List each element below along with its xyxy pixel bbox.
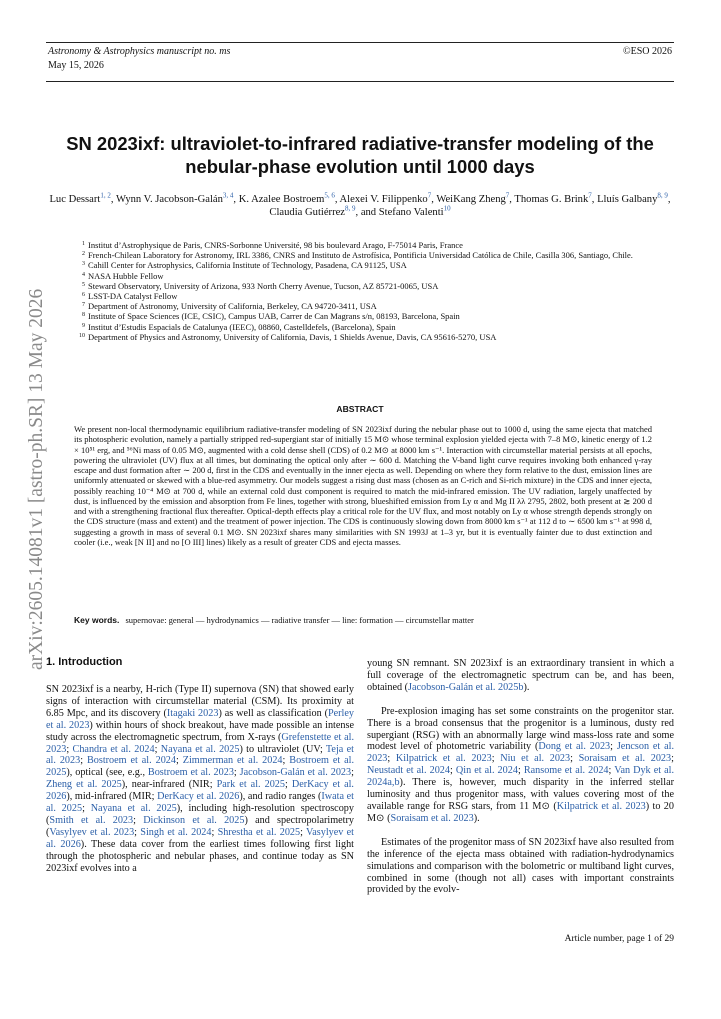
keywords-label: Key words. (74, 615, 120, 625)
author-name: Lluís Galbany (597, 194, 658, 205)
author-affiliation-ref[interactable]: 3, 4 (222, 191, 234, 200)
intro-paragraph-1-continued (367, 658, 674, 694)
body-text: ; (133, 814, 144, 826)
page-footer: Article number, page 1 of 29 (564, 934, 674, 944)
body-text: ; (282, 755, 290, 767)
author-affiliation-ref[interactable]: 7 (505, 191, 510, 200)
body-text: ), optical (see, e.g., (66, 767, 148, 779)
affiliation-text: NASA Hubble Fellow (88, 270, 164, 281)
body-text: SN 2023ixf is a nearby, H-rich (Type II) supernova (SN) that showed early signs of interaction with circumstellar material (CSM). Its proximity at 6.85 Mpc, and its discovery ( (46, 684, 354, 719)
body-text: ; (608, 765, 615, 777)
body-text: ; (175, 755, 183, 767)
body-text: ; (387, 753, 396, 765)
body-text: ). These data cover from the earliest times following first light through the photospheric and nebular phases, and continue today as SN 2023ixf evolves into a (46, 838, 355, 874)
citation-link[interactable]: Grefenstette et al. 2023 (46, 731, 355, 755)
affiliation (76, 281, 666, 291)
citation-link[interactable]: Bostroem et al. 2025 (46, 755, 354, 779)
author-affiliation-ref[interactable]: 8, 9 (657, 191, 668, 200)
body-text: ; (80, 755, 87, 767)
body-column-right (367, 658, 674, 896)
arxiv-stamp (6, 260, 58, 680)
citation-link[interactable]: Neustadt et al. 2024 (367, 765, 450, 777)
citation-link[interactable]: Bostroem et al. 2024 (86, 755, 176, 767)
body-text: ), and radio ranges ( (239, 791, 322, 803)
citation-link[interactable]: Vasylyev et al. 2026 (46, 826, 354, 850)
author-name: Alexei V. Filippenko (339, 194, 428, 205)
affiliation (76, 332, 666, 342)
citation-link[interactable]: Nayana et al. 2025 (90, 803, 177, 815)
affiliation (76, 301, 666, 311)
body-text: ; (570, 753, 579, 765)
citation-link[interactable]: Iwata et al. 2025 (46, 791, 354, 815)
affiliation-text: Cahill Center for Astrophysics, California Institute of Technology, Pasadena, CA 91125, USA (88, 260, 407, 271)
affiliation-text: Department of Physics and Astronomy, University of California, Davis, 1 Shields Avenue, Davis, CA 95616-5270, USA (88, 331, 497, 342)
body-text: ; (671, 753, 674, 765)
author-name: Wynn V. Jacobson-Galán (115, 194, 223, 205)
affiliation (76, 311, 666, 321)
citation-link[interactable]: Soraisam et al. 2023 (578, 753, 672, 765)
affiliation-list (76, 240, 666, 342)
body-text: ; (154, 743, 161, 755)
citation-link[interactable]: Park et al. 2025 (216, 779, 285, 791)
affiliation-text: LSST-DA Catalyst Fellow (88, 291, 178, 302)
citation-link[interactable]: Zimmerman et al. 2024 (182, 755, 283, 767)
citation-link[interactable]: Niu et al. 2023 (500, 753, 571, 765)
affiliation-text: Department of Astronomy, University of California, Berkeley, CA 94720-3411, USA (88, 301, 377, 312)
affiliation-number: 10 (79, 332, 85, 339)
body-text: ), near-infrared (NIR; (121, 779, 217, 791)
body-text: ; (351, 767, 354, 779)
citation-link[interactable]: Dong et al. 2023 (538, 741, 611, 753)
affiliation-number: 6 (82, 292, 85, 299)
intro-paragraph-3 (367, 837, 674, 897)
citation-link[interactable]: Shrestha et al. 2025 (217, 826, 301, 838)
running-header (46, 42, 674, 82)
citation-link[interactable]: Singh et al. 2024 (140, 826, 212, 838)
citation-link[interactable]: Chandra et al. 2024 (72, 743, 155, 755)
body-text: ; (66, 743, 73, 755)
affiliation-text: Institute of Space Sciences (ICE, CSIC), Campus UAB, Carrer de Can Magrans s/n, 08193, Barcelona, Spain (88, 311, 460, 322)
citation-link[interactable]: Van Dyk et al. 2024a,b (367, 765, 674, 789)
author-name: Luc Dessart (49, 194, 101, 205)
section-title: Introduction (58, 656, 123, 668)
affiliation-number: 2 (82, 251, 85, 258)
body-text: ), including high-resolution spectroscopy ( (46, 803, 354, 826)
author-affiliation-ref[interactable]: 5, 6 (324, 191, 335, 200)
author-name: Thomas G. Brink (514, 194, 589, 205)
author-name: Claudia Gutiérrez (269, 207, 346, 218)
affiliation-number: 7 (82, 302, 85, 309)
affiliation-text: French-Chilean Laboratory for Astronomy, IRL 3386, CNRS and Instituto de Astrofísica, Pontificia Universidad Católica de Chile, Casilla 306, Santiago, Chile. (88, 250, 633, 261)
citation-link[interactable]: Bostroem et al. 2023 (147, 767, 234, 779)
title-line-2: nebular-phase evolution until 1000 days (185, 156, 535, 177)
keywords (74, 615, 652, 625)
author-affiliation-ref[interactable]: 8, 9 (345, 204, 356, 213)
body-column-left (46, 684, 354, 875)
copyright: ©ESO 2026 (623, 46, 672, 57)
citation-link[interactable]: Zheng et al. 2025 (46, 779, 122, 791)
abstract (74, 424, 652, 547)
citation-link[interactable]: Kilpatrick et al. 2023 (556, 800, 646, 812)
intro-paragraph-1 (46, 684, 354, 875)
affiliation-number: 9 (82, 322, 85, 329)
body-text: ; (300, 826, 307, 838)
author-affiliation-ref[interactable]: 7 (588, 191, 592, 200)
citation-link[interactable]: Qin et al. 2024 (455, 765, 518, 777)
body-text: ) to 20 M⊙ ( (367, 800, 674, 824)
affiliation (76, 291, 666, 301)
body-text: ). There is, however, much disparity in the inferred stellar luminosity and thus progenitor mass, with values covering most of the available range for RSG stars, from 11 M⊙ ( (367, 777, 674, 812)
citation-link[interactable]: Ransome et al. 2024 (523, 765, 609, 777)
citation-link[interactable]: Vasylyev et al. 2023 (49, 826, 135, 838)
citation-link[interactable]: Itagaki 2023 (166, 707, 219, 719)
body-text: ; (134, 826, 141, 838)
citation-link[interactable]: Jencson et al. 2023 (367, 741, 675, 765)
body-text: young SN remnant. SN 2023ixf is an extraordinary transient in which a full coverage of the electromagnetic spectrum can be, and has been, obtained ( (367, 658, 674, 693)
body-text: Estimates of the progenitor mass of SN 2023ixf have also resulted from the inference of the ejecta mass obtained with radiation-hydrodynamics simulations and comparison with the bolometric or multiband light curves, combined in some (though not all) cases with important constraints provided by the evolv- (367, 836, 674, 896)
affiliation-text: Steward Observatory, University of Arizona, 933 North Cherry Avenue, Tucson, AZ 85721-0065, USA (88, 280, 439, 291)
body-text: ) as well as classification ( (218, 707, 328, 719)
abstract-text: We present non-local thermodynamic equilibrium radiative-transfer modeling of SN 2023ixf during the nebular phase out to 1000 d, using the same ejecta that matched its photospheric evolution, namely a partially stripped red-supergiant star of initially 15 M⊙ whose terminal explosion yielded ejecta with 7–8 M⊙, kinetic energy of 1.2 × 10⁵¹ erg, and ⁵⁶Ni mass of 0.05 M⊙, augmented with a cold dense shell (CDS) of 0.2 M⊙ at 8000 km s⁻¹. Interaction with circumstellar material persists at all epochs, powering the ultraviolet (UV) flux at all times, but dominating the optical only after ∼ 600 d. Matching the V-band light curve requires invoking both enhanced γ-ray escape and dust formation after ∼ 200 d, first in the CDS and eventually in the inner ejecta as well. Depending on where they form relative to the dust, emission lines are uniformly attenuated or skewed with a blue-red asymmetry. Our models suggest a rising dust mass (chosen as an C-rich and Si-rich mixture) in the CDS and inner ejecta, possibly reaching 10⁻⁴ M⊙ at 700 d, while an external cold dust component is required to match the mid-infrared emission. The UV radiation, largely unaffected by dust, is influenced by the emission and absorption from Fe lines, together with strong, blueshifted emission from Ly α and Mg II λλ 2795, 2802, both present at ≳ 200 d and with a strengthening fractional flux thereafter. Optical-depth effects play a critical role for the UV flux, and most notably on Ly α whose strength depends strongly on the CDS structure (mass and extent) and the treatment of power injection. The CDS is continuously slowing down from 8000 km s⁻¹ at 112 d to ∼ 6500 km s⁻¹ at 998 d, suggesting a growth in mass of several 0.1 M⊙. SN 2023ixf shares many similarities with SN 1993J at 1–3 yr, but it is eventually fainter due to dust extinction and cooler (i.e., weak [N II] and no [O III] lines) likely as a result of greater CDS and ejecta masses. (74, 424, 652, 547)
body-text: ; (233, 767, 240, 779)
affiliation-text: Institut d’Astrophysique de Paris, CNRS-Sorbonne Université, 98 bis boulevard Arago, F-75014 Paris, France (88, 240, 463, 250)
intro-paragraph-2 (367, 706, 674, 825)
body-text: ) and spectropolarimetry ( (46, 814, 354, 838)
body-text: ; (491, 753, 501, 765)
affiliation-number: 8 (82, 312, 85, 319)
body-text: ; (449, 765, 456, 777)
keywords-text: supernovae: general — hydrodynamics — radiative transfer — line: formation — circumstellar matter (125, 615, 474, 625)
author-affiliation-ref[interactable]: 7 (427, 191, 432, 200)
author-name: WeiKang Zheng (436, 194, 506, 205)
author-name: K. Azalee Bostroem (238, 194, 325, 205)
citation-link[interactable]: DerKacy et al. 2026 (46, 779, 354, 803)
manuscript-date: May 15, 2026 (48, 60, 104, 71)
author-affiliation-ref[interactable]: 10 (443, 204, 451, 213)
author-name: Stefano Valenti (378, 207, 444, 218)
citation-link[interactable]: Kilpatrick et al. 2023 (395, 753, 492, 765)
citation-link[interactable]: Soraisam et al. 2023 (390, 812, 474, 824)
body-text: ) within hours of shock breakout, have made possible an intense study across the electromagnetic spectrum, from X-rays ( (46, 719, 354, 743)
section-heading (46, 656, 122, 668)
body-text: ; (517, 765, 524, 777)
author-affiliation-ref[interactable]: 1, 2 (100, 191, 111, 200)
citation-link[interactable]: Perley et al. 2023 (46, 707, 354, 731)
citation-link[interactable]: Smith et al. 2023 (49, 814, 134, 826)
affiliation (76, 271, 666, 281)
body-text: ) to ultraviolet (UV; (239, 743, 326, 755)
body-text: ; (82, 803, 91, 815)
affiliation (76, 250, 666, 260)
affiliation-number: 4 (82, 271, 85, 278)
citation-link[interactable]: Teja et al. 2023 (46, 743, 354, 767)
citation-link[interactable]: Nayana et al. 2025 (160, 743, 240, 755)
arxiv-id-text: arXiv:2605.14081v1 [astro-ph.SR] 13 May 2026 (26, 288, 47, 670)
citation-link[interactable]: Dickinson et al. 2025 (143, 814, 245, 826)
affiliation-number: 5 (82, 281, 85, 288)
section-number: 1. (46, 656, 56, 668)
journal-name: Astronomy & Astrophysics manuscript no. ms (48, 46, 231, 57)
affiliation (76, 260, 666, 270)
paper-title (46, 132, 674, 178)
body-text: ; (285, 779, 292, 791)
abstract-heading: ABSTRACT (336, 404, 384, 414)
body-text: ; (211, 826, 218, 838)
affiliation-number: 3 (82, 261, 85, 268)
affiliation-number: 1 (82, 241, 85, 247)
title-line-1: SN 2023ixf: ultraviolet-to-infrared radiative-transfer modeling of the (66, 133, 654, 154)
citation-link[interactable]: Jacobson-Galán et al. 2025b (408, 681, 524, 693)
affiliation-text: Institut d’Estudis Espacials de Catalunya (IEEC), 08860, Castelldefels, (Barcelona), Spain (88, 321, 396, 332)
body-text: ; (610, 741, 617, 753)
body-text: ), mid-infrared (MIR; (66, 791, 158, 803)
author-list: Luc Dessart$^{1, 2}$, Wynn V. Jacobson-Galán$^{3, 4}$, K. Azalee Bostroem$^{5, 6}$, Alexei V. Filippenko$^7$, WeiKang Zheng$^7$, Thomas G. Brink$^7$, Lluís Galbany$^{8, 9}$, Claudia Gutiérrez$^{8, 9}$, and Stefano Valenti$^{10}$ (49, 191, 671, 218)
citation-link[interactable]: Jacobson-Galán et al. 2023 (239, 767, 352, 779)
citation-link[interactable]: DerKacy et al. 2026 (157, 791, 240, 803)
affiliation (76, 240, 666, 250)
affiliation (76, 322, 666, 332)
body-text: Pre-explosion imaging has set some constraints on the progenitor star. There is a broad consensus that the progenitor is a luminous, dusty red supergiant (RSG) with an abnormally large wind mass-loss rate and some modest level of photometric variability ( (367, 705, 674, 753)
body-text: ). (473, 812, 480, 824)
body-text: ). (523, 681, 530, 693)
